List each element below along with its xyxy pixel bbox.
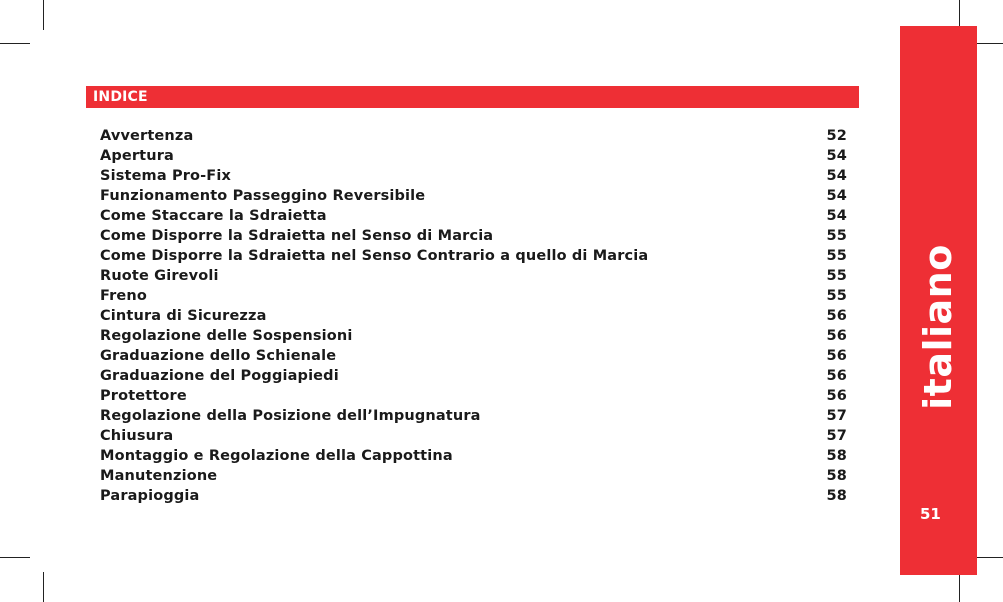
toc-entry	[100, 406, 847, 426]
toc-entry-page: 56	[826, 308, 847, 324]
toc-entry-page: 54	[826, 168, 847, 184]
page-number: 51	[920, 505, 941, 523]
toc-entry-title: Graduazione del Poggiapiedi	[100, 368, 339, 384]
toc-entry-title: Protettore	[100, 388, 187, 404]
toc-entry-page: 58	[826, 468, 847, 484]
toc-entry	[100, 266, 847, 286]
toc-entry-page: 56	[826, 348, 847, 364]
toc-entry-title: Parapioggia	[100, 488, 200, 504]
toc-entry-title: Freno	[100, 288, 147, 304]
toc-entry	[100, 226, 847, 246]
toc-entry-title: Funzionamento Passeggino Reversibile	[100, 188, 426, 204]
toc-entry-title: Ruote Girevoli	[100, 268, 219, 284]
index-header-bar	[86, 86, 859, 108]
crop-mark-top-left-vertical	[43, 0, 44, 30]
crop-mark-bottom-left-horizontal	[0, 557, 30, 558]
toc-entry	[100, 186, 847, 206]
toc-entry-title: Regolazione della Posizione dell’Impugnatura	[100, 408, 481, 424]
toc-entry-title: Come Disporre la Sdraietta nel Senso Contrario a quello di Marcia	[100, 248, 649, 264]
toc-entry	[100, 486, 847, 506]
toc-entry-title: Avvertenza	[100, 128, 194, 144]
toc-entry	[100, 326, 847, 346]
toc-entry	[100, 346, 847, 366]
toc-entry-title: Apertura	[100, 148, 174, 164]
toc-entry	[100, 246, 847, 266]
toc-entry-page: 57	[826, 408, 847, 424]
index-title: INDICE	[93, 89, 148, 105]
toc-entry-page: 56	[826, 368, 847, 384]
toc-entry-title: Regolazione delle Sospensioni	[100, 328, 353, 344]
toc-entry	[100, 306, 847, 326]
toc-entry-title: Come Staccare la Sdraietta	[100, 208, 327, 224]
toc-entry	[100, 206, 847, 226]
language-label: italiano	[916, 244, 960, 410]
toc-entry-page: 55	[826, 248, 847, 264]
toc-entry-title: Montaggio e Regolazione della Cappottina	[100, 448, 453, 464]
toc-entry-page: 57	[826, 428, 847, 444]
toc-entry	[100, 166, 847, 186]
toc-entry-page: 52	[826, 128, 847, 144]
crop-mark-bottom-right-horizontal	[973, 557, 1003, 558]
crop-mark-top-left-horizontal	[0, 43, 30, 44]
toc-entry-title: Graduazione dello Schienale	[100, 348, 337, 364]
crop-mark-top-right-horizontal	[973, 43, 1003, 44]
toc-entry-page: 55	[826, 288, 847, 304]
toc-entry-page: 56	[826, 328, 847, 344]
toc-entry-title: Manutenzione	[100, 468, 218, 484]
table-of-contents	[100, 126, 847, 506]
toc-entry-title: Come Disporre la Sdraietta nel Senso di Marcia	[100, 228, 494, 244]
toc-entry	[100, 446, 847, 466]
toc-entry-title: Chiusura	[100, 428, 174, 444]
toc-entry	[100, 466, 847, 486]
crop-mark-bottom-right-vertical	[959, 572, 960, 602]
toc-entry	[100, 366, 847, 386]
toc-entry	[100, 286, 847, 306]
toc-entry-page: 58	[826, 448, 847, 464]
toc-entry-page: 56	[826, 388, 847, 404]
toc-entry-title: Sistema Pro-Fix	[100, 168, 231, 184]
toc-entry	[100, 386, 847, 406]
toc-entry-page: 54	[826, 148, 847, 164]
crop-mark-bottom-left-vertical	[43, 572, 44, 602]
toc-entry-page: 54	[826, 208, 847, 224]
toc-entry-page: 55	[826, 228, 847, 244]
toc-entry	[100, 146, 847, 166]
toc-entry-page: 54	[826, 188, 847, 204]
toc-entry-page: 55	[826, 268, 847, 284]
language-side-tab	[900, 26, 977, 575]
toc-entry-page: 58	[826, 488, 847, 504]
toc-entry	[100, 126, 847, 146]
toc-entry	[100, 426, 847, 446]
toc-entry-title: Cintura di Sicurezza	[100, 308, 267, 324]
